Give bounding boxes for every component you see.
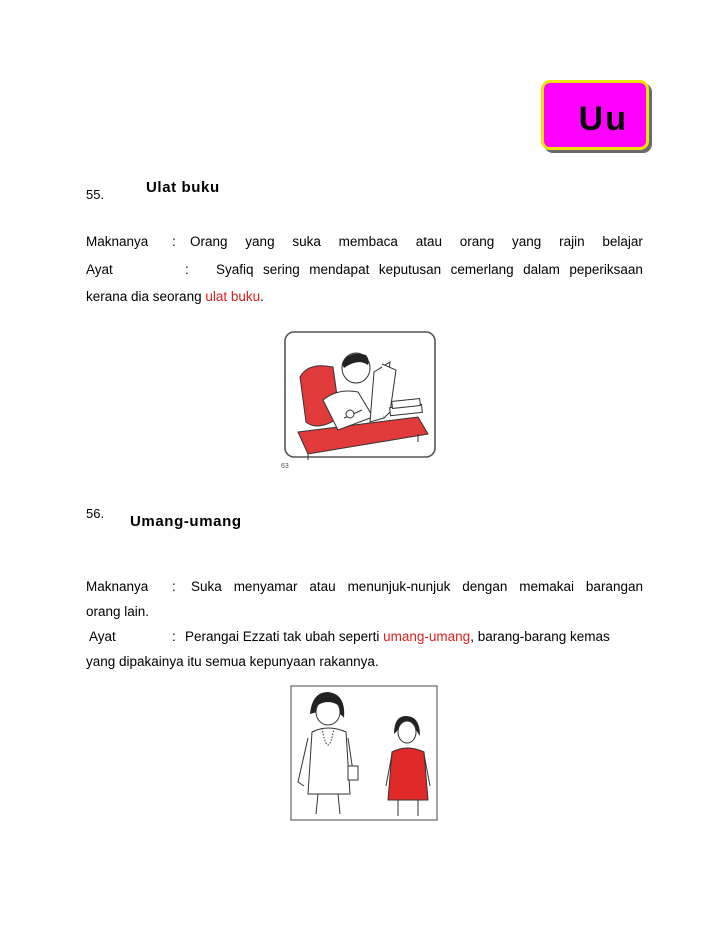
ayat-text-end: , barang-barang kemas (470, 629, 610, 644)
ayat-text (185, 629, 643, 645)
maknanya-continuation: orang lain. (86, 604, 150, 619)
word: Suka (191, 579, 222, 594)
word: rajin (559, 234, 585, 249)
word: atau (309, 579, 336, 594)
word: barangan (585, 579, 643, 594)
colon: : (172, 629, 176, 644)
word: atau (415, 234, 442, 249)
word: Orang (190, 234, 228, 249)
maknanya-label: Maknanya (86, 234, 149, 249)
ayat-label: Ayat (86, 262, 113, 277)
word: cemerlang (450, 262, 514, 277)
image-caption: 63 (281, 463, 289, 469)
word: sering (263, 262, 300, 277)
boy-reading-drawing (278, 322, 441, 469)
entry-title: Ulat buku (146, 179, 220, 196)
colon: : (185, 262, 189, 277)
colon: : (172, 579, 176, 594)
word: mendapat (309, 262, 370, 277)
ayat-continuation: yang dipakainya itu semua kepunyaan rakannya. (86, 654, 379, 669)
entry-number: 56. (86, 506, 105, 521)
word: orang (459, 234, 495, 249)
word: dengan (462, 579, 508, 594)
word: keputusan (378, 262, 442, 277)
peribahasa-highlight: umang-umang (383, 629, 471, 644)
badge-letter: Uu (578, 100, 628, 138)
ayat-cont-end: . (260, 289, 264, 304)
ayat-label: Ayat (89, 629, 116, 644)
letter-badge (541, 80, 649, 150)
word: menunjuk-nunjuk (347, 579, 451, 594)
ayat-text-start: Perangai Ezzati tak ubah seperti (185, 629, 384, 644)
word: yang (512, 234, 542, 249)
word: menyamar (233, 579, 298, 594)
maknanya-label: Maknanya (86, 579, 149, 594)
word: peperiksaan (569, 262, 643, 277)
two-women-drawing (288, 682, 441, 824)
peribahasa-highlight: ulat buku (205, 289, 261, 304)
ayat-text (216, 262, 643, 278)
colon: : (172, 234, 176, 249)
word: Syafiq (216, 262, 254, 277)
word: yang (245, 234, 275, 249)
word: dalam (523, 262, 560, 277)
ayat-continuation (86, 289, 643, 305)
illustration-boy-reading (278, 322, 441, 469)
word: memakai (519, 579, 575, 594)
word: membaca (338, 234, 398, 249)
maknanya-text (191, 579, 643, 595)
illustration-two-women (288, 682, 441, 824)
maknanya-text (190, 234, 643, 250)
word: suka (292, 234, 321, 249)
word: belajar (602, 234, 643, 249)
ayat-cont-text: kerana dia seorang (86, 289, 206, 304)
entry-title: Umang-umang (130, 513, 242, 530)
entry-number: 55. (86, 187, 105, 202)
